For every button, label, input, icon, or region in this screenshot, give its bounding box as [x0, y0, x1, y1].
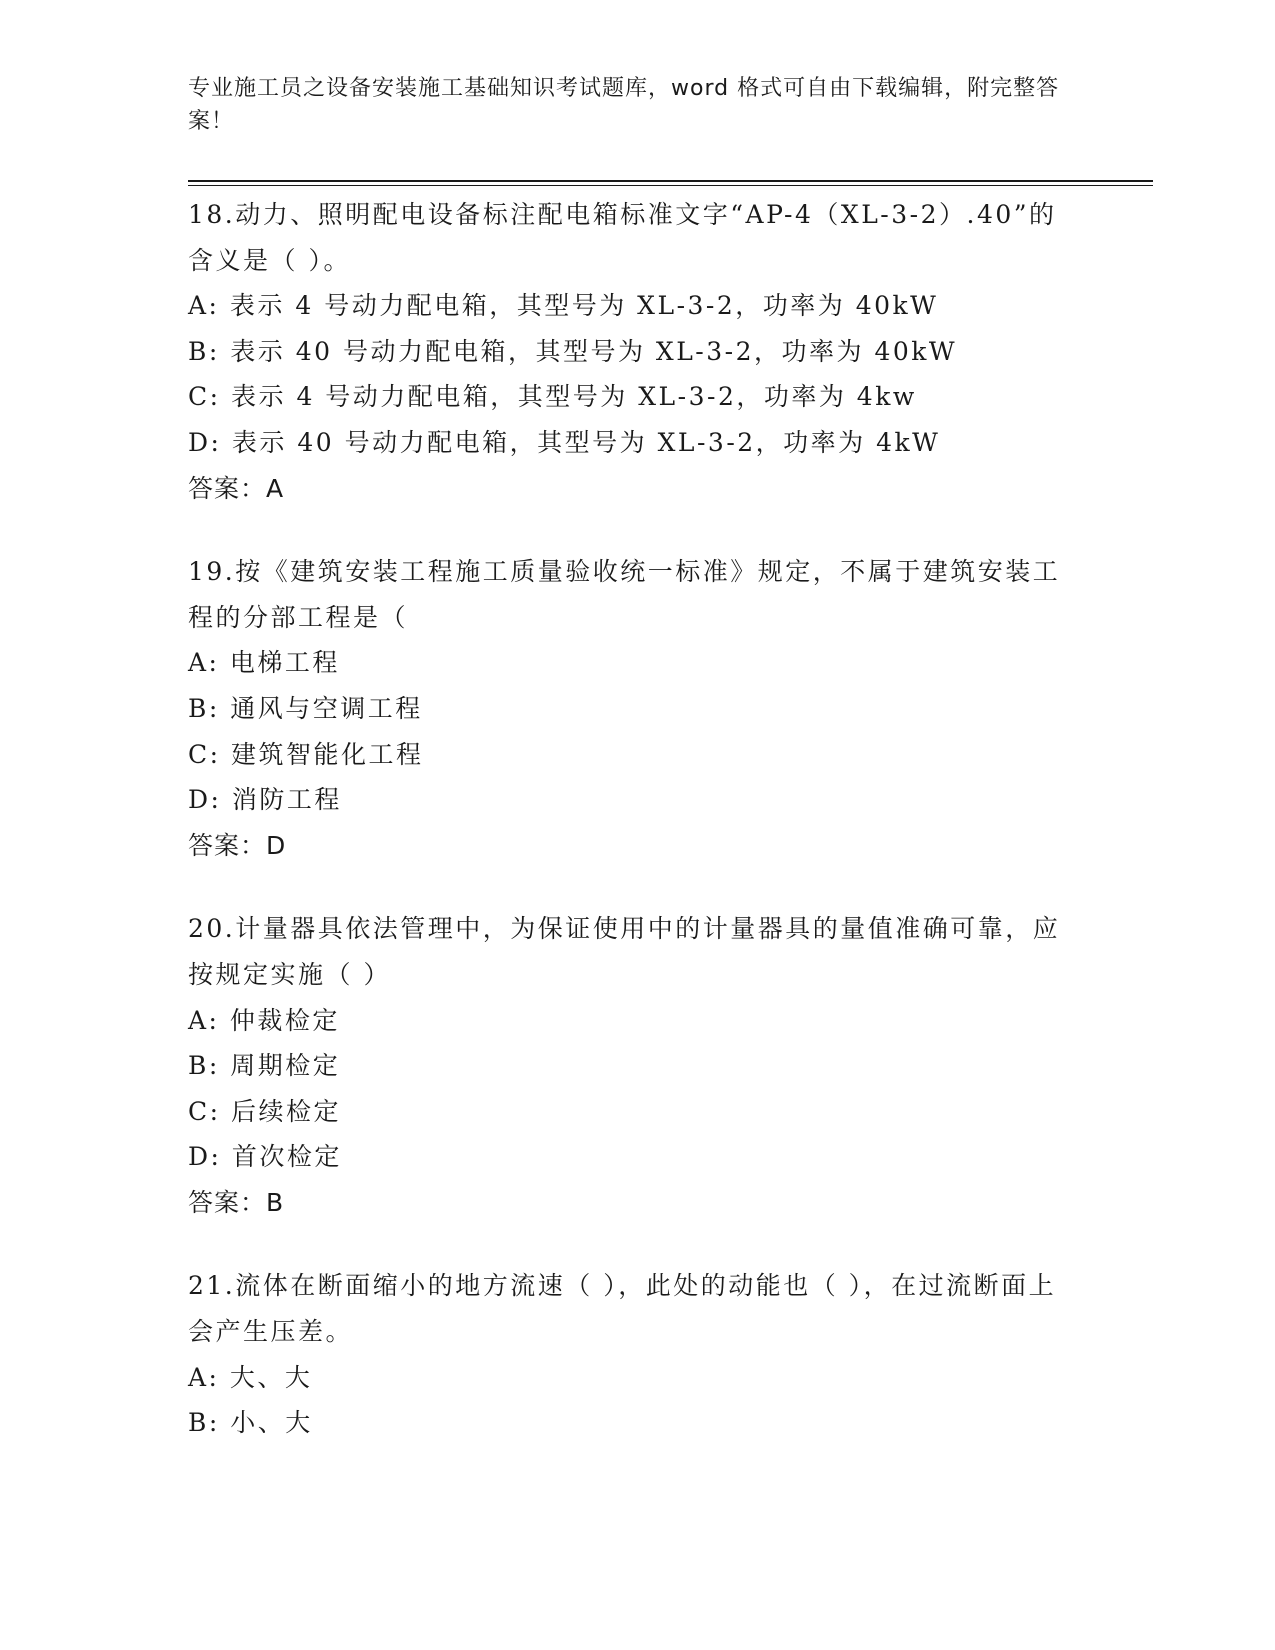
option-b: B: 周期检定	[188, 1051, 341, 1081]
option-c: C: 建筑智能化工程	[188, 739, 424, 769]
question-text: 18.动力、照明配电设备标注配电箱标准文字“AP-4（XL-3-2）.40”的含义是（ ）。	[188, 200, 1057, 275]
answer-line: 答案：A	[188, 473, 285, 503]
option-d: D: 表示 40 号动力配电箱，其型号为 XL-3-2，功率为 4kW	[188, 427, 941, 457]
option-a: A: 大、大	[188, 1362, 313, 1392]
document-header: 专业施工员之设备安装施工基础知识考试题库，word 格式可自由下载编辑，附完整答案！	[188, 76, 1060, 134]
question-19	[188, 549, 1088, 868]
question-18	[188, 192, 1088, 511]
option-d: D: 消防工程	[188, 785, 342, 815]
header-rule-thin	[188, 185, 1153, 186]
question-text: 20.计量器具依法管理中，为保证使用中的计量器具的量值准确可靠，应按规定实施（ ）	[188, 914, 1061, 989]
option-b: B: 小、大	[188, 1408, 313, 1438]
option-a: A: 仲裁检定	[188, 1005, 340, 1035]
question-text: 21.流体在断面缩小的地方流速（ ），此处的动能也（ ），在过流断面上会产生压差。	[188, 1271, 1057, 1347]
option-b: B: 通风与空调工程	[188, 693, 423, 723]
option-b: B: 表示 40 号动力配电箱，其型号为 XL-3-2，功率为 40kW	[188, 336, 958, 366]
option-a: A: 表示 4 号动力配电箱，其型号为 XL-3-2，功率为 40kW	[188, 291, 939, 321]
option-c: C: 后续检定	[188, 1096, 341, 1126]
option-c: C: 表示 4 号动力配电箱，其型号为 XL-3-2，功率为 4kw	[188, 382, 917, 412]
question-21	[188, 1263, 1088, 1445]
question-20	[188, 906, 1088, 1225]
question-list	[188, 192, 1088, 1484]
option-a: A: 电梯工程	[188, 648, 340, 678]
option-d: D: 首次检定	[188, 1142, 342, 1172]
header-rule-thick	[188, 180, 1153, 182]
answer-line: 答案：D	[188, 830, 287, 860]
answer-line: 答案：B	[188, 1187, 285, 1217]
question-text: 19.按《建筑安装工程施工质量验收统一标准》规定，不属于建筑安装工程的分部工程是（	[188, 557, 1061, 632]
